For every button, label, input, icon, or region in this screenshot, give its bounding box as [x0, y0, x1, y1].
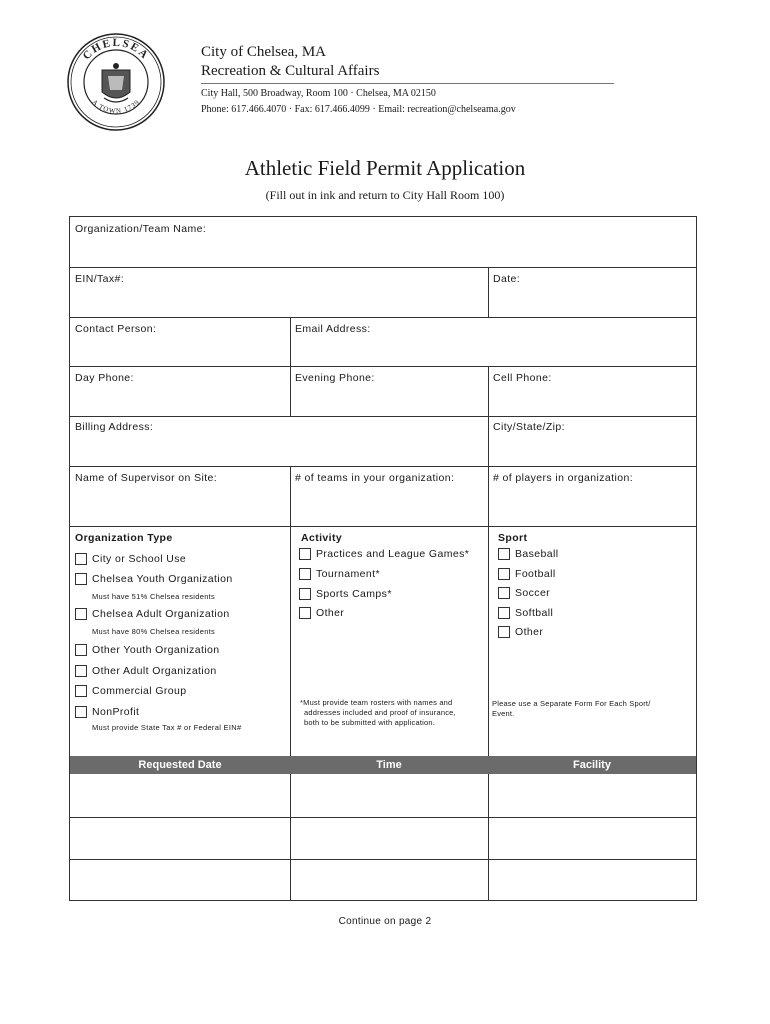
checkbox[interactable] — [299, 568, 311, 580]
activity-option[interactable]: Sports Camps* — [299, 588, 392, 600]
checkbox[interactable] — [75, 608, 87, 620]
col-header-time: Time — [376, 759, 402, 771]
request-table-header — [70, 756, 696, 774]
option-note: Must provide State Tax # or Federal EIN# — [92, 723, 242, 732]
activity-option[interactable]: Tournament* — [299, 568, 380, 580]
org-type-option[interactable]: NonProfit — [75, 706, 139, 718]
col-divider — [488, 267, 489, 317]
org-type-option[interactable]: Other Youth Organization — [75, 644, 220, 656]
org-type-option[interactable]: Chelsea Youth Organization — [75, 573, 233, 585]
checkbox[interactable] — [498, 626, 510, 638]
billing-address-field[interactable]: Billing Address: — [75, 421, 154, 433]
sport-heading: Sport — [498, 532, 528, 544]
org-type-heading: Organization Type — [75, 532, 173, 544]
checkbox[interactable] — [75, 644, 87, 656]
activity-option[interactable]: Practices and League Games* — [299, 548, 469, 560]
activity-footnote: *Must provide team rosters with names and addresses included and proof of insurance, both to be submitted with application. — [300, 698, 456, 727]
org-type-option[interactable]: Other Adult Organization — [75, 665, 217, 677]
continue-note: Continue on page 2 — [338, 916, 432, 927]
form-title: Athletic Field Permit Application — [244, 156, 526, 180]
sport-option[interactable]: Soccer — [498, 587, 550, 599]
requested-date-cell[interactable] — [70, 818, 290, 859]
ein-field[interactable]: EIN/Tax#: — [75, 273, 125, 285]
option-note: Must have 51% Chelsea residents — [92, 592, 216, 601]
svg-text:A TOWN 1739 — [90, 98, 141, 115]
sport-option[interactable]: Softball — [498, 607, 553, 619]
sport-option[interactable]: Baseball — [498, 548, 558, 560]
facility-cell[interactable] — [489, 860, 696, 900]
header-address: City Hall, 500 Broadway, Room 100 · Chelsea, MA 02150 — [201, 88, 436, 99]
row-divider — [70, 317, 696, 318]
header-contact: Phone: 617.466.4070 · Fax: 617.466.4099 · Email: recreation@chelseama.gov — [201, 104, 516, 115]
row-divider — [70, 267, 696, 268]
num-players-field[interactable]: # of players in organization: — [493, 472, 634, 484]
checkbox[interactable] — [299, 548, 311, 560]
requested-date-cell[interactable] — [70, 775, 290, 817]
checkbox[interactable] — [75, 573, 87, 585]
department-name: Recreation & Cultural Affairs — [201, 63, 380, 79]
org-team-name-field[interactable]: Organization/Team Name: — [75, 223, 207, 235]
row-divider — [70, 416, 696, 417]
cell-phone-field[interactable]: Cell Phone: — [493, 372, 552, 384]
col-divider — [488, 366, 489, 416]
org-type-option[interactable]: Chelsea Adult Organization — [75, 608, 230, 620]
row-divider — [70, 526, 696, 527]
col-divider — [488, 416, 489, 466]
checkbox[interactable] — [498, 587, 510, 599]
checkbox[interactable] — [75, 706, 87, 718]
form-subtitle: (Fill out in ink and return to City Hall Room 100) — [265, 188, 505, 202]
row-divider — [70, 366, 696, 367]
seal-text-top: CHELSEA — [80, 36, 152, 63]
evening-phone-field[interactable]: Evening Phone: — [295, 372, 375, 384]
checkbox[interactable] — [498, 568, 510, 580]
seal-text-bottom: A TOWN 1739 — [90, 98, 142, 116]
checkbox[interactable] — [299, 607, 311, 619]
facility-cell[interactable] — [489, 775, 696, 817]
checkbox[interactable] — [75, 665, 87, 677]
permit-form — [69, 216, 697, 901]
city-state-zip-field[interactable]: City/State/Zip: — [493, 421, 565, 433]
requested-date-cell[interactable] — [70, 860, 290, 900]
header-divider — [201, 83, 614, 84]
checkbox[interactable] — [75, 685, 87, 697]
day-phone-field[interactable]: Day Phone: — [75, 372, 134, 384]
org-type-option[interactable]: City or School Use — [75, 553, 186, 565]
sport-footnote: Please use a Separate Form For Each Sport/ Event. — [492, 699, 651, 718]
org-type-option[interactable]: Commercial Group — [75, 685, 187, 697]
city-name: City of Chelsea, MA — [201, 44, 326, 60]
date-field[interactable]: Date: — [493, 273, 521, 285]
checkbox[interactable] — [498, 548, 510, 560]
row-divider — [70, 466, 696, 467]
activity-option[interactable]: Other — [299, 607, 344, 619]
col-header-requested-date: Requested Date — [138, 759, 222, 771]
time-cell[interactable] — [291, 818, 488, 859]
time-cell[interactable] — [291, 775, 488, 817]
contact-person-field[interactable]: Contact Person: — [75, 323, 157, 335]
supervisor-field[interactable]: Name of Supervisor on Site: — [75, 472, 218, 484]
city-seal-logo — [66, 32, 166, 132]
checkbox[interactable] — [299, 588, 311, 600]
time-cell[interactable] — [291, 860, 488, 900]
sport-option[interactable]: Football — [498, 568, 556, 580]
option-note: Must have 80% Chelsea residents — [92, 627, 216, 636]
sport-option[interactable]: Other — [498, 626, 543, 638]
checkbox[interactable] — [498, 607, 510, 619]
col-header-facility: Facility — [573, 759, 611, 771]
num-teams-field[interactable]: # of teams in your organization: — [295, 472, 455, 484]
col-divider — [290, 317, 291, 416]
email-field[interactable]: Email Address: — [295, 323, 371, 335]
activity-heading: Activity — [301, 532, 343, 544]
facility-cell[interactable] — [489, 818, 696, 859]
checkbox[interactable] — [75, 553, 87, 565]
